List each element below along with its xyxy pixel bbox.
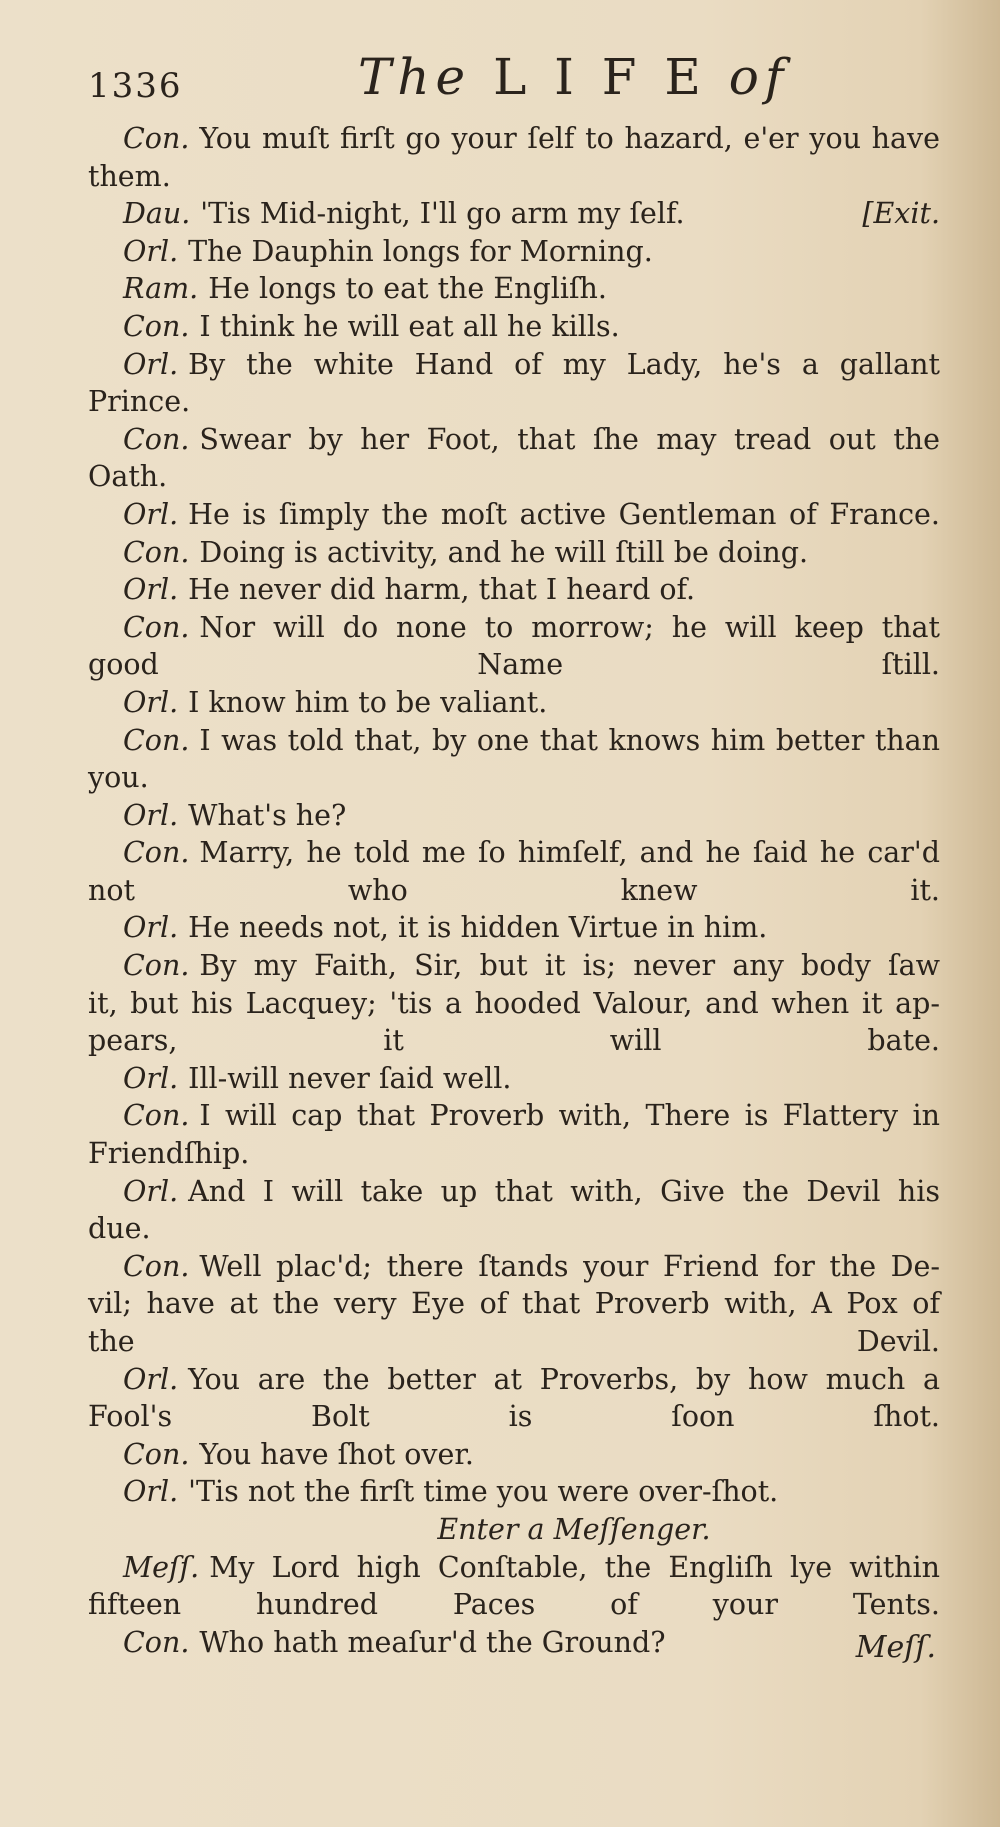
- speaker-name: Orl.: [123, 911, 179, 945]
- line-content: [88, 458, 940, 496]
- line-content: [123, 722, 940, 760]
- line-text: He is ſimply the moſt active Gentleman of France.: [188, 497, 940, 531]
- text-line: [88, 1022, 940, 1060]
- line-text: I will cap that Proverb with, There is Flattery in: [199, 1099, 940, 1133]
- speaker-name: Con.: [123, 949, 190, 983]
- line-content: [123, 496, 940, 534]
- text-line: [88, 1624, 940, 1662]
- line-text: You have ſhot over.: [199, 1437, 474, 1471]
- speaker-name: Orl.: [123, 497, 179, 531]
- text-line: [88, 458, 940, 496]
- line-text: good Name ſtill.: [88, 648, 940, 682]
- line-content: [88, 759, 940, 797]
- text-line: [88, 1285, 940, 1323]
- speaker-name: Con.: [123, 1625, 190, 1659]
- line-content: [123, 947, 940, 985]
- line-text: Doing is activity, and he will ſtill be doing.: [199, 535, 809, 569]
- catchword: Meſſ.: [855, 1630, 936, 1665]
- text-line: [88, 571, 940, 609]
- running-title-post: of: [728, 48, 790, 106]
- line-text: Who hath meaſur'd the Ground?: [199, 1625, 666, 1659]
- line-text: And I will take up that with, Give the Devil his: [188, 1174, 940, 1208]
- running-title-main: L I F E: [493, 48, 707, 106]
- line-content: [123, 834, 940, 872]
- line-content: [123, 1473, 778, 1511]
- text-line: [88, 759, 940, 797]
- line-content: [123, 1173, 940, 1211]
- line-content: [123, 1436, 474, 1474]
- text-line: [88, 722, 940, 760]
- text-line: [88, 834, 940, 872]
- running-title: [358, 48, 789, 106]
- line-content: [88, 1586, 940, 1624]
- line-content: [88, 1135, 940, 1173]
- text-line: [88, 346, 940, 384]
- speaker-name: Orl.: [123, 1362, 179, 1396]
- text-line: [88, 1398, 940, 1436]
- text-line: [88, 1586, 940, 1624]
- exit-direction: [Exit.: [862, 197, 940, 231]
- text-line: [88, 1361, 940, 1399]
- line-content: [123, 1624, 666, 1662]
- speaker-name: Con.: [123, 535, 190, 569]
- text-line: [88, 270, 940, 308]
- line-content: [88, 1398, 940, 1436]
- speaker-name: Meſſ.: [123, 1550, 200, 1584]
- line-content: [123, 534, 808, 572]
- text-line: [88, 646, 940, 684]
- text-line: [88, 1060, 940, 1098]
- line-content: [88, 1323, 940, 1361]
- text-line: [88, 1473, 940, 1511]
- line-content: [123, 195, 685, 233]
- line-content: [123, 1060, 511, 1098]
- line-text: My Lord high Conſtable, the Engliſh lye within: [209, 1550, 940, 1584]
- line-text: The Dauphin longs for Morning.: [188, 234, 653, 268]
- text-line: [88, 534, 940, 572]
- line-content: [123, 1248, 940, 1286]
- text-line: [88, 684, 940, 722]
- text-line: [88, 383, 940, 421]
- line-text: due.: [88, 1212, 151, 1246]
- text-line: [88, 1173, 940, 1211]
- line-text: Marry, he told me ſo himſelf, and he ſaid he car'd: [199, 836, 940, 870]
- line-text: Well plac'd; there ſtands your Friend for the De-: [199, 1249, 940, 1283]
- line-text: I think he will eat all he kills.: [199, 309, 620, 343]
- text-line: [88, 797, 940, 835]
- text-line: [88, 496, 940, 534]
- line-content: [123, 233, 653, 271]
- speaker-name: Con.: [123, 1437, 190, 1471]
- line-content: [123, 120, 940, 158]
- line-content: [123, 308, 620, 346]
- text-line: [88, 985, 940, 1023]
- text-line: [88, 909, 940, 947]
- speaker-name: Orl.: [123, 798, 179, 832]
- line-text: vil; have at the very Eye of that Proverb with, A Pox of: [88, 1287, 940, 1321]
- speaker-name: Orl.: [123, 685, 179, 719]
- line-text: fifteen hundred Paces of your Tents.: [88, 1588, 940, 1622]
- line-text: By the white Hand of my Lady, he's a gallant: [188, 347, 940, 381]
- line-text: He longs to eat the Engliſh.: [208, 272, 607, 306]
- line-content: [123, 421, 940, 459]
- speaker-name: Con.: [123, 422, 190, 456]
- line-content: [88, 383, 940, 421]
- speaker-name: Orl.: [123, 234, 179, 268]
- line-content: [88, 1022, 940, 1060]
- line-content: [88, 1210, 940, 1248]
- text-line: [88, 421, 940, 459]
- line-content: [123, 909, 767, 947]
- text-line: [88, 1323, 940, 1361]
- line-content: [88, 1285, 940, 1323]
- line-content: [437, 1511, 710, 1549]
- speaker-name: Con.: [123, 122, 190, 155]
- line-text: Friendſhip.: [88, 1137, 250, 1171]
- line-content: [123, 571, 695, 609]
- line-text: Oath.: [88, 460, 168, 494]
- line-text: you.: [88, 761, 149, 795]
- text-line: [88, 872, 940, 910]
- speaker-name: Con.: [123, 610, 190, 644]
- line-text: What's he?: [188, 798, 347, 832]
- speaker-name: Con.: [123, 836, 190, 870]
- text-line: [88, 308, 940, 346]
- line-content: [123, 1361, 940, 1399]
- text-line: [88, 1248, 940, 1286]
- line-text: Nor will do none to morrow; he will keep that: [199, 610, 940, 644]
- speaker-name: Orl.: [123, 1475, 179, 1509]
- line-content: [88, 872, 940, 910]
- line-content: [88, 646, 940, 684]
- line-text: Enter a Meſſenger.: [437, 1512, 711, 1546]
- speaker-name: Orl.: [123, 573, 179, 607]
- line-text: Swear by her Foot, that ſhe may tread out the: [199, 422, 940, 456]
- line-text: pears, it will bate.: [88, 1024, 940, 1058]
- line-content: [123, 346, 940, 384]
- line-text: He never did harm, that I heard of.: [188, 573, 696, 607]
- line-text: He needs not, it is hidden Virtue in him.: [188, 911, 768, 945]
- text-line: [88, 120, 940, 158]
- text-line: [88, 1436, 940, 1474]
- play-text: [88, 120, 940, 1661]
- speaker-name: Con.: [123, 723, 190, 757]
- line-text: it, but his Lacquey; 'tis a hooded Valour, and when it ap-: [88, 986, 940, 1020]
- text-line: [88, 1097, 940, 1135]
- speaker-name: Orl.: [123, 1061, 179, 1095]
- line-text: them.: [88, 159, 171, 193]
- speaker-name: Ram.: [123, 272, 199, 306]
- text-line: [88, 1210, 940, 1248]
- text-line: [88, 947, 940, 985]
- text-line: [88, 609, 940, 647]
- line-text: 'Tis Mid-night, I'll go arm my ſelf.: [200, 197, 685, 231]
- line-content: [88, 158, 940, 196]
- line-content: [123, 1549, 940, 1587]
- speaker-name: Con.: [123, 1099, 190, 1133]
- line-text: I was told that, by one that knows him better than: [199, 723, 940, 757]
- text-line: [88, 233, 940, 271]
- page-header: [88, 48, 940, 118]
- line-text: Ill-will never ſaid well.: [188, 1061, 512, 1095]
- speaker-name: Orl.: [123, 347, 179, 381]
- line-text: Prince.: [88, 385, 191, 419]
- page-number: 1336: [88, 66, 183, 106]
- speaker-name: Orl.: [123, 1174, 179, 1208]
- line-text: You are the better at Proverbs, by how much a: [188, 1362, 940, 1396]
- text-line: [88, 1135, 940, 1173]
- text-line: [88, 1549, 940, 1587]
- stage-direction: [88, 1511, 940, 1549]
- line-text: 'Tis not the firſt time you were over-ſhot.: [188, 1475, 779, 1509]
- line-content: [123, 684, 547, 722]
- speaker-name: Con.: [123, 309, 190, 343]
- line-content: [123, 270, 607, 308]
- line-content: [123, 609, 940, 647]
- running-title-pre: The: [358, 48, 472, 106]
- text-line: [88, 195, 940, 233]
- speaker-name: Dau.: [123, 197, 191, 231]
- line-text: the Devil.: [88, 1325, 940, 1358]
- text-line: [88, 158, 940, 196]
- line-content: [88, 985, 940, 1023]
- line-text: I know him to be valiant.: [188, 685, 548, 719]
- speaker-name: Con.: [123, 1249, 190, 1283]
- line-content: [123, 797, 346, 835]
- line-text: You muſt firſt go your ſelf to hazard, e'er you have: [199, 122, 940, 155]
- line-text: By my Faith, Sir, but it is; never any body ſaw: [199, 949, 940, 983]
- line-content: [123, 1097, 940, 1135]
- line-text: Fool's Bolt is ſoon ſhot.: [88, 1400, 940, 1434]
- line-text: not who knew it.: [88, 873, 940, 907]
